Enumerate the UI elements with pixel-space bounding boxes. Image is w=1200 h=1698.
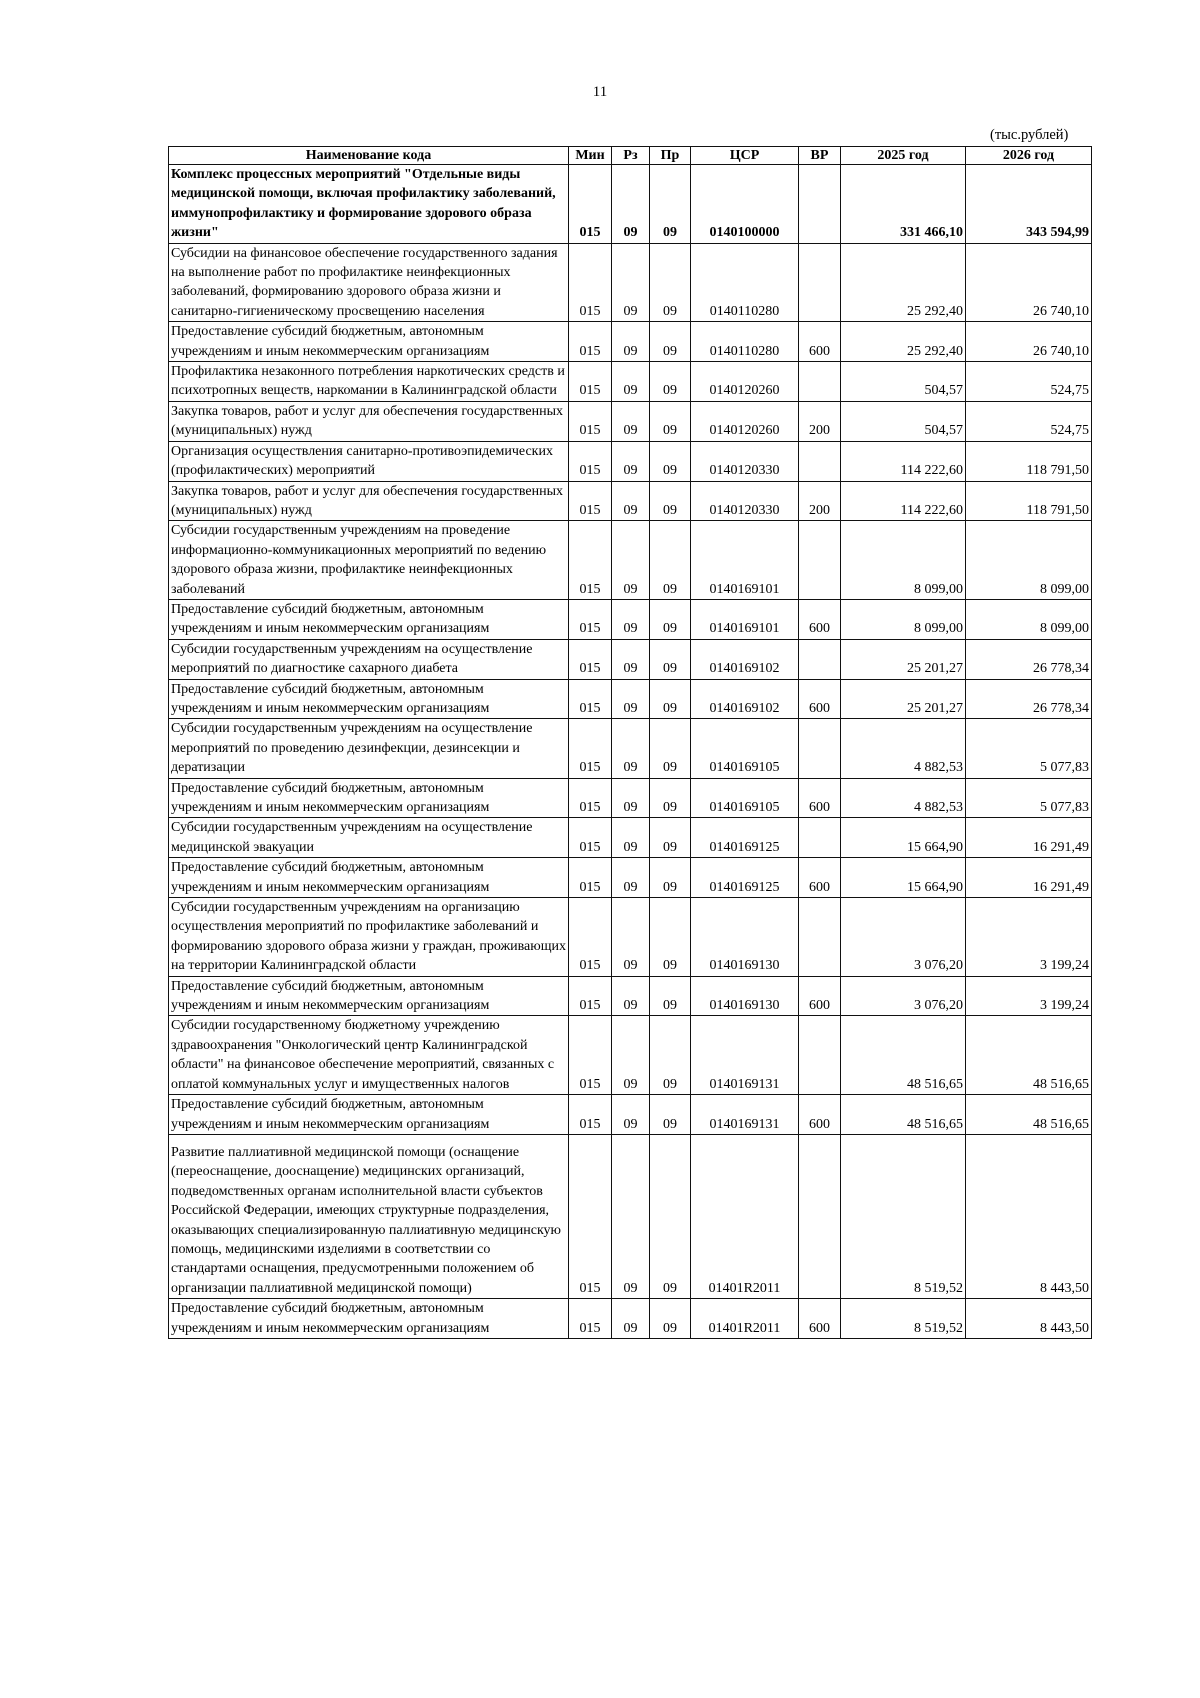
cell-vr: 600 — [799, 679, 841, 719]
cell-vr: 200 — [799, 481, 841, 521]
cell-csr: 0140120260 — [691, 362, 799, 402]
cell-rz: 09 — [612, 401, 650, 441]
cell-pr: 09 — [650, 322, 691, 362]
cell-vr: 600 — [799, 1095, 841, 1135]
table-row — [169, 243, 1092, 322]
cell-pr: 09 — [650, 521, 691, 600]
cell-2026: 8 099,00 — [966, 521, 1092, 600]
cell-vr — [799, 639, 841, 679]
cell-2026: 8 099,00 — [966, 599, 1092, 639]
page-number: 11 — [592, 84, 608, 100]
cell-vr — [799, 1134, 841, 1298]
table-row — [169, 1134, 1092, 1298]
header-csr: ЦСР — [691, 147, 799, 165]
cell-2025: 4 882,53 — [841, 719, 966, 778]
cell-name: Предоставление субсидий бюджетным, автономным учреждениям и иным некоммерческим организациям — [169, 599, 569, 639]
cell-2025: 15 664,90 — [841, 818, 966, 858]
table-row — [169, 1016, 1092, 1095]
cell-2025: 8 099,00 — [841, 521, 966, 600]
cell-csr: 0140169102 — [691, 679, 799, 719]
cell-2026: 118 791,50 — [966, 441, 1092, 481]
table-row — [169, 165, 1092, 244]
header-name: Наименование кода — [169, 147, 569, 165]
cell-name: Закупка товаров, работ и услуг для обеспечения государственных (муниципальных) нужд — [169, 481, 569, 521]
cell-min: 015 — [569, 441, 612, 481]
cell-vr — [799, 441, 841, 481]
cell-min: 015 — [569, 719, 612, 778]
cell-2025: 8 519,52 — [841, 1134, 966, 1298]
table-row — [169, 639, 1092, 679]
cell-2026: 26 740,10 — [966, 322, 1092, 362]
cell-vr — [799, 1016, 841, 1095]
cell-rz: 09 — [612, 719, 650, 778]
cell-2026: 48 516,65 — [966, 1095, 1092, 1135]
cell-csr: 0140120330 — [691, 441, 799, 481]
cell-min: 015 — [569, 599, 612, 639]
cell-rz: 09 — [612, 481, 650, 521]
cell-2025: 114 222,60 — [841, 441, 966, 481]
cell-min: 015 — [569, 976, 612, 1016]
cell-name: Закупка товаров, работ и услуг для обеспечения государственных (муниципальных) нужд — [169, 401, 569, 441]
table-row — [169, 362, 1092, 402]
table-row — [169, 441, 1092, 481]
cell-csr: 0140169105 — [691, 778, 799, 818]
header-min: Мин — [569, 147, 612, 165]
cell-rz: 09 — [612, 1095, 650, 1135]
cell-2026: 16 291,49 — [966, 818, 1092, 858]
table-body — [169, 165, 1092, 1339]
cell-vr — [799, 362, 841, 402]
cell-2026: 26 778,34 — [966, 639, 1092, 679]
table-row — [169, 521, 1092, 600]
cell-rz: 09 — [612, 322, 650, 362]
cell-2026: 343 594,99 — [966, 165, 1092, 244]
cell-csr: 0140169131 — [691, 1016, 799, 1095]
cell-pr: 09 — [650, 639, 691, 679]
cell-pr: 09 — [650, 243, 691, 322]
table-row — [169, 719, 1092, 778]
cell-2026: 8 443,50 — [966, 1134, 1092, 1298]
cell-min: 015 — [569, 818, 612, 858]
cell-pr: 09 — [650, 441, 691, 481]
cell-rz: 09 — [612, 1134, 650, 1298]
cell-csr: 0140169130 — [691, 976, 799, 1016]
cell-2025: 504,57 — [841, 401, 966, 441]
cell-rz: 09 — [612, 243, 650, 322]
cell-name: Субсидии государственным учреждениям на осуществление мероприятий по проведению дезинфекции, дезинсекции и дератизации — [169, 719, 569, 778]
header-2025: 2025 год — [841, 147, 966, 165]
cell-2026: 26 778,34 — [966, 679, 1092, 719]
cell-2025: 25 201,27 — [841, 679, 966, 719]
cell-2025: 25 292,40 — [841, 243, 966, 322]
cell-rz: 09 — [612, 441, 650, 481]
cell-2025: 504,57 — [841, 362, 966, 402]
cell-csr: 0140110280 — [691, 243, 799, 322]
cell-rz: 09 — [612, 1299, 650, 1339]
cell-vr — [799, 243, 841, 322]
cell-csr: 0140169125 — [691, 818, 799, 858]
cell-csr: 01401R2011 — [691, 1299, 799, 1339]
cell-2025: 4 882,53 — [841, 778, 966, 818]
cell-vr: 600 — [799, 858, 841, 898]
cell-2025: 48 516,65 — [841, 1016, 966, 1095]
cell-rz: 09 — [612, 818, 650, 858]
cell-min: 015 — [569, 521, 612, 600]
cell-2026: 3 199,24 — [966, 976, 1092, 1016]
cell-2026: 26 740,10 — [966, 243, 1092, 322]
cell-vr — [799, 521, 841, 600]
cell-name: Субсидии государственным учреждениям на проведение информационно-коммуникационных мероприятий по ведению здорового образа жизни, профилактике неинфекционных заболеваний — [169, 521, 569, 600]
cell-2026: 3 199,24 — [966, 898, 1092, 977]
cell-2025: 8 099,00 — [841, 599, 966, 639]
cell-csr: 0140100000 — [691, 165, 799, 244]
cell-pr: 09 — [650, 858, 691, 898]
cell-name: Субсидии на финансовое обеспечение государственного задания на выполнение работ по профилактике неинфекционных заболеваний, формированию здорового образа жизни и санитарно-гигиеническому просвещению населения — [169, 243, 569, 322]
cell-csr: 0140169101 — [691, 521, 799, 600]
cell-pr: 09 — [650, 1134, 691, 1298]
cell-min: 015 — [569, 481, 612, 521]
cell-2026: 118 791,50 — [966, 481, 1092, 521]
cell-2025: 25 292,40 — [841, 322, 966, 362]
cell-csr: 0140169102 — [691, 639, 799, 679]
cell-rz: 09 — [612, 362, 650, 402]
cell-pr: 09 — [650, 362, 691, 402]
cell-csr: 01401R2011 — [691, 1134, 799, 1298]
cell-name: Предоставление субсидий бюджетным, автономным учреждениям и иным некоммерческим организациям — [169, 1095, 569, 1135]
cell-name: Организация осуществления санитарно-противоэпидемических (профилактических) мероприятий — [169, 441, 569, 481]
cell-pr: 09 — [650, 1016, 691, 1095]
table-row — [169, 778, 1092, 818]
table-row — [169, 401, 1092, 441]
cell-vr: 600 — [799, 976, 841, 1016]
cell-pr: 09 — [650, 778, 691, 818]
cell-rz: 09 — [612, 976, 650, 1016]
table-row — [169, 1095, 1092, 1135]
table-row — [169, 599, 1092, 639]
cell-vr — [799, 719, 841, 778]
header-vr: ВР — [799, 147, 841, 165]
cell-pr: 09 — [650, 898, 691, 977]
cell-rz: 09 — [612, 778, 650, 818]
cell-pr: 09 — [650, 481, 691, 521]
cell-csr: 0140110280 — [691, 322, 799, 362]
cell-rz: 09 — [612, 898, 650, 977]
cell-name: Предоставление субсидий бюджетным, автономным учреждениям и иным некоммерческим организациям — [169, 778, 569, 818]
table-row — [169, 1299, 1092, 1339]
cell-2026: 524,75 — [966, 362, 1092, 402]
cell-min: 015 — [569, 778, 612, 818]
cell-vr — [799, 898, 841, 977]
cell-rz: 09 — [612, 858, 650, 898]
cell-min: 015 — [569, 1299, 612, 1339]
cell-vr: 200 — [799, 401, 841, 441]
cell-vr: 600 — [799, 778, 841, 818]
cell-rz: 09 — [612, 639, 650, 679]
cell-2026: 524,75 — [966, 401, 1092, 441]
cell-2025: 8 519,52 — [841, 1299, 966, 1339]
cell-pr: 09 — [650, 679, 691, 719]
table-header-row — [169, 147, 1092, 165]
cell-min: 015 — [569, 1134, 612, 1298]
cell-vr: 600 — [799, 322, 841, 362]
cell-name: Комплекс процессных мероприятий "Отдельные виды медицинской помощи, включая профилактику заболеваний, иммунопрофилактику и формирование здорового образа жизни" — [169, 165, 569, 244]
cell-vr: 600 — [799, 599, 841, 639]
table-row — [169, 976, 1092, 1016]
cell-csr: 0140120260 — [691, 401, 799, 441]
budget-table — [168, 146, 1092, 1339]
table-row — [169, 818, 1092, 858]
cell-2026: 5 077,83 — [966, 719, 1092, 778]
cell-name: Предоставление субсидий бюджетным, автономным учреждениям и иным некоммерческим организациям — [169, 976, 569, 1016]
table-row — [169, 322, 1092, 362]
cell-2026: 48 516,65 — [966, 1016, 1092, 1095]
cell-min: 015 — [569, 165, 612, 244]
cell-name: Развитие паллиативной медицинской помощи (оснащение (переоснащение, дооснащение) медицинских организаций, подведомственных органам исполнительной власти субъектов Российской Федерации, имеющих структурные подразделения, оказывающих специализированную паллиативную медицинскую помощь, медицинскими изделиями в соответствии со стандартами оснащения, предусмотренными положением об организации паллиативной медицинской помощи) — [169, 1134, 569, 1298]
table-row — [169, 679, 1092, 719]
cell-pr: 09 — [650, 976, 691, 1016]
cell-min: 015 — [569, 1095, 612, 1135]
cell-2025: 3 076,20 — [841, 976, 966, 1016]
cell-name: Субсидии государственным учреждениям на осуществление мероприятий по диагностике сахарного диабета — [169, 639, 569, 679]
cell-2025: 114 222,60 — [841, 481, 966, 521]
cell-pr: 09 — [650, 599, 691, 639]
table-row — [169, 898, 1092, 977]
cell-vr: 600 — [799, 1299, 841, 1339]
units-label: (тыс.рублей) — [990, 127, 1069, 143]
cell-name: Предоставление субсидий бюджетным, автономным учреждениям и иным некоммерческим организациям — [169, 1299, 569, 1339]
cell-2025: 15 664,90 — [841, 858, 966, 898]
cell-min: 015 — [569, 898, 612, 977]
cell-rz: 09 — [612, 599, 650, 639]
cell-name: Субсидии государственным учреждениям на организацию осуществления мероприятий по профилактике заболеваний и формированию здорового образа жизни у граждан, проживающих на территории Калининградской области — [169, 898, 569, 977]
cell-min: 015 — [569, 858, 612, 898]
cell-min: 015 — [569, 401, 612, 441]
cell-pr: 09 — [650, 165, 691, 244]
cell-2026: 8 443,50 — [966, 1299, 1092, 1339]
cell-name: Предоставление субсидий бюджетным, автономным учреждениям и иным некоммерческим организациям — [169, 679, 569, 719]
cell-rz: 09 — [612, 521, 650, 600]
header-2026: 2026 год — [966, 147, 1092, 165]
cell-rz: 09 — [612, 1016, 650, 1095]
cell-csr: 0140169125 — [691, 858, 799, 898]
cell-min: 015 — [569, 243, 612, 322]
cell-rz: 09 — [612, 679, 650, 719]
cell-2025: 3 076,20 — [841, 898, 966, 977]
header-rz: Рз — [612, 147, 650, 165]
cell-name: Предоставление субсидий бюджетным, автономным учреждениям и иным некоммерческим организациям — [169, 858, 569, 898]
table-row — [169, 858, 1092, 898]
cell-pr: 09 — [650, 401, 691, 441]
cell-rz: 09 — [612, 165, 650, 244]
cell-pr: 09 — [650, 1299, 691, 1339]
cell-vr — [799, 818, 841, 858]
cell-csr: 0140120330 — [691, 481, 799, 521]
cell-name: Профилактика незаконного потребления наркотических средств и психотропных веществ, наркомании в Калининградской области — [169, 362, 569, 402]
cell-min: 015 — [569, 679, 612, 719]
cell-pr: 09 — [650, 818, 691, 858]
cell-min: 015 — [569, 362, 612, 402]
cell-pr: 09 — [650, 719, 691, 778]
table-row — [169, 481, 1092, 521]
cell-vr — [799, 165, 841, 244]
cell-2025: 48 516,65 — [841, 1095, 966, 1135]
cell-csr: 0140169130 — [691, 898, 799, 977]
cell-name: Предоставление субсидий бюджетным, автономным учреждениям и иным некоммерческим организациям — [169, 322, 569, 362]
cell-min: 015 — [569, 639, 612, 679]
cell-name: Субсидии государственным учреждениям на осуществление медицинской эвакуации — [169, 818, 569, 858]
cell-pr: 09 — [650, 1095, 691, 1135]
cell-2026: 5 077,83 — [966, 778, 1092, 818]
cell-csr: 0140169105 — [691, 719, 799, 778]
cell-min: 015 — [569, 322, 612, 362]
cell-name: Субсидии государственному бюджетному учреждению здравоохранения "Онкологический центр Калининградской области" на финансовое обеспечение мероприятий, связанных с оплатой коммунальных услуг и имущественных налогов — [169, 1016, 569, 1095]
cell-2026: 16 291,49 — [966, 858, 1092, 898]
cell-csr: 0140169131 — [691, 1095, 799, 1135]
cell-2025: 331 466,10 — [841, 165, 966, 244]
cell-min: 015 — [569, 1016, 612, 1095]
cell-2025: 25 201,27 — [841, 639, 966, 679]
header-pr: Пр — [650, 147, 691, 165]
cell-csr: 0140169101 — [691, 599, 799, 639]
